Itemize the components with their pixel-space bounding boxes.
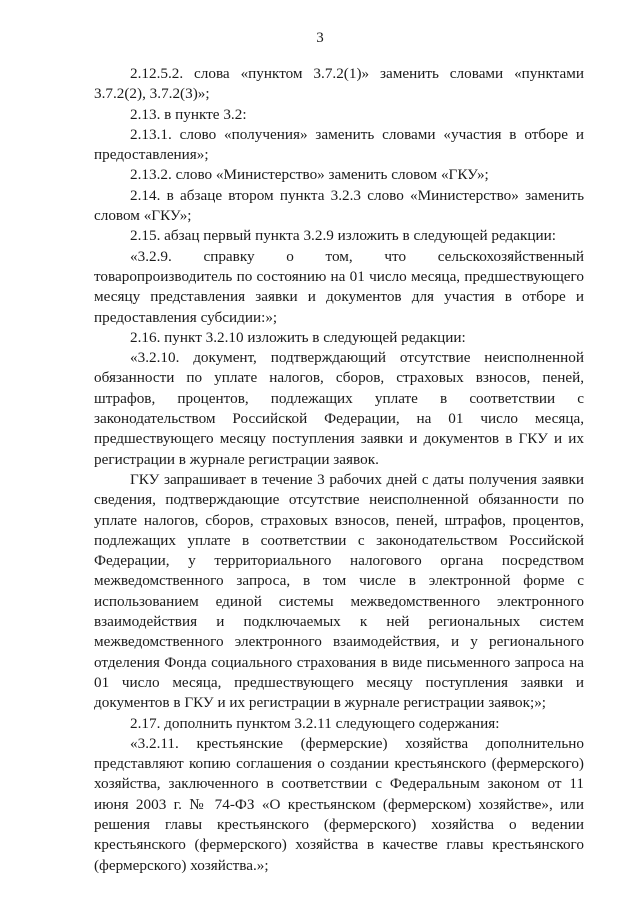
paragraph-2-14: 2.14. в абзаце втором пункта 3.2.3 слово «Министерство» заменить словом «ГКУ»; <box>94 186 584 225</box>
paragraph-3-2-10: «3.2.10. документ, подтверждающий отсутствие неисполненной обязанности по уплате налогов, сборов, страховых взносов, пеней, штрафов, процентов, подлежащих уплате в соответствии с законодательством Российской Федерации, на 01 число месяца, предшествующего месяцу поступления заявки и документов в ГКУ и их регистрации в журнале регистрации заявок. <box>94 349 584 468</box>
paragraph-2-12-5-2: 2.12.5.2. слова «пунктом 3.7.2(1)» заменить словами «пунктами 3.7.2(2), 3.7.2(3)»; <box>94 65 584 103</box>
paragraph-2-16: 2.16. пункт 3.2.10 изложить в следующей редакции: <box>130 328 466 346</box>
paragraph-3-2-9: «3.2.9. справку о том, что сельскохозяйственный товаропроизводитель по состоянию на 01 число месяца, предшествующего месяцу представления заявки и документов для участия в отборе и предоставления субсидии:»; <box>94 247 584 326</box>
page-number: 3 <box>316 30 324 46</box>
paragraph-3-2-11: «3.2.11. крестьянские (фермерские) хозяйства дополнительно представляют копию соглашения о создании крестьянского (фермерского) хозяйства, заключенного в соответствии с Федеральным законом от 11 июня 2003 г. № 74-ФЗ «О крестьянском (фермерском) хозяйстве», или решения главы крестьянского (фермерского) хозяйства о ведении крестьянского (фермерского) хозяйства в качестве главы крестьянского (фермерского) хозяйства.»; <box>94 734 584 874</box>
paragraph-2-15: 2.15. абзац первый пункта 3.2.9 изложить в следующей редакции: <box>130 227 556 245</box>
paragraph-gku-request: ГКУ запрашивает в течение 3 рабочих дней с даты получения заявки сведения, подтверждающие отсутствие неисполненной обязанности по уплате налогов, сборов, страховых взносов, пеней, штрафов, процентов, подлежащих уплате в соответствии с законодательством Российской Федерации, у территориального налогового органа посредством межведомственного запроса, в том числе в электронной форме с использованием единой системы межведомственного электронного взаимодействия и подключаемых к ней региональных систем межведомственного электронного взаимодействия, и у регионального отделения Фонда социального страхования в виде письменного запроса на 01 число месяца, предшествующего месяцу поступления заявки и документов в ГКУ и их регистрации в журнале регистрации заявок;»; <box>94 470 584 712</box>
paragraph-2-13: 2.13. в пункте 3.2: <box>130 105 247 123</box>
paragraph-2-17: 2.17. дополнить пунктом 3.2.11 следующего содержания: <box>130 714 500 732</box>
paragraph-2-13-1: 2.13.1. слово «получения» заменить словами «участия в отборе и предоставления»; <box>94 125 584 164</box>
document-body <box>94 64 584 876</box>
paragraph-2-13-2: 2.13.2. слово «Министерство» заменить словом «ГКУ»; <box>130 166 489 184</box>
